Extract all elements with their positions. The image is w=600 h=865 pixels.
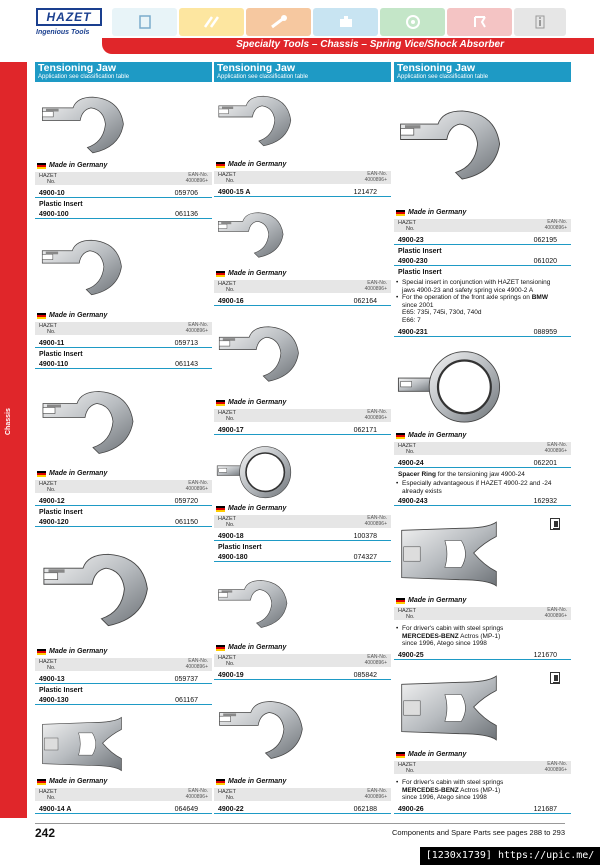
tensioning-jaw-4900-26-image — [394, 672, 504, 744]
german-flag-icon — [37, 649, 46, 655]
column-title: Tensioning Jaw — [217, 62, 295, 74]
table-row: 4900-19 085842 — [214, 671, 391, 680]
note-line: since 1996, Atego since 1998 — [402, 794, 487, 801]
made-in-germany: Made in Germany — [37, 162, 107, 169]
table-header: HAZET No. EAN-No. 4000896+ — [214, 409, 391, 422]
table-row: 4900-22 062188 — [214, 805, 391, 814]
item-notes — [394, 480, 564, 495]
note-line: MERCEDES-BENZ Actros (MP-1) — [402, 632, 501, 640]
table-row: 4900-23 062195 — [394, 236, 571, 245]
table-row: 4900-130 061167 — [35, 696, 212, 705]
logo-text: HAZET — [36, 8, 102, 26]
tensioning-jaw-4900-23-image — [394, 90, 504, 200]
column-header — [35, 62, 212, 82]
german-flag-icon — [37, 471, 46, 477]
note-line: • Special insert in conjunction with HAZET tensioning jaws 4900-23 and safety spring vice 4900-2 A — [402, 279, 564, 294]
made-in-germany: Made in Germany — [216, 644, 286, 651]
tensioning-jaw-4900-17-image — [214, 316, 302, 392]
column-title: Tensioning Jaw — [38, 62, 116, 74]
tensioning-jaw-4900-14a-image — [37, 714, 127, 774]
book-icon[interactable] — [112, 8, 177, 36]
german-flag-icon — [396, 752, 405, 758]
spacer-ring-note: Spacer Ring for the tensioning jaw 4900-24 — [398, 471, 525, 478]
german-flag-icon — [396, 598, 405, 604]
column-3 — [394, 62, 571, 818]
table-header: HAZET No. EAN-No. 4000896+ — [214, 654, 391, 667]
chapter-side-tab — [0, 62, 27, 818]
tensioning-jaw-4900-15a-image — [214, 90, 294, 152]
made-in-germany: Made in Germany — [396, 209, 466, 216]
made-in-germany: Made in Germany — [37, 648, 107, 655]
table-header: HAZET No. EAN-No. 4000896+ — [35, 788, 212, 801]
plastic-insert-label: Plastic Insert — [39, 201, 83, 208]
made-in-germany: Made in Germany — [396, 432, 466, 439]
page-footer — [35, 823, 565, 841]
table-header: HAZET No. EAN-No. 4000896+ — [394, 219, 571, 232]
plastic-insert-label: Plastic Insert — [39, 351, 83, 358]
note-line: E66: 7 — [402, 316, 421, 324]
made-in-germany: Made in Germany — [396, 597, 466, 604]
table-row: 4900-230 061020 — [394, 257, 571, 266]
column-header — [394, 62, 571, 82]
table-row: 4900-17 062171 — [214, 426, 391, 435]
german-flag-icon — [216, 271, 225, 277]
german-flag-icon — [396, 433, 405, 439]
table-row: 4900-10 059706 — [35, 189, 212, 198]
page-number: 242 — [35, 826, 56, 840]
table-header: HAZET No. EAN-No. 4000896+ — [394, 607, 571, 620]
info-icon[interactable] — [514, 8, 566, 36]
table-row: 4900-12 059720 — [35, 497, 212, 506]
plastic-insert-label: Plastic Insert — [39, 509, 83, 516]
table-header: HAZET No. EAN-No. 4000896+ — [35, 322, 212, 335]
tensioning-jaw-4900-16-image — [214, 206, 286, 264]
table-row: 4900-11 059713 — [35, 339, 212, 348]
table-row: 4900-18 100378 — [214, 532, 391, 541]
table-row: 4900-26 121687 — [394, 805, 571, 814]
table-header: HAZET No. EAN-No. 4000896+ — [214, 171, 391, 184]
table-row: 4900-243 162932 — [394, 497, 571, 506]
tensioning-jaw-4900-10-image — [37, 90, 127, 160]
german-flag-icon — [216, 506, 225, 512]
spring-vice-icon[interactable] — [447, 8, 512, 36]
column-subtitle: Application see classification table — [38, 74, 130, 80]
table-header: HAZET No. EAN-No. 4000896+ — [35, 480, 212, 493]
made-in-germany: Made in Germany — [216, 399, 286, 406]
table-row: 4900-100 061136 — [35, 210, 212, 219]
made-in-germany: Made in Germany — [216, 778, 286, 785]
plastic-insert-label: Plastic Insert — [398, 248, 442, 255]
table-header: HAZET No. EAN-No. 4000896+ — [394, 442, 571, 455]
column-header — [214, 62, 391, 82]
brake-icon[interactable] — [380, 8, 445, 36]
table-header: HAZET No. EAN-No. 4000896+ — [394, 761, 571, 774]
section-title-band — [102, 38, 594, 54]
table-header: HAZET No. EAN-No. 4000896+ — [35, 172, 212, 185]
german-flag-icon — [396, 210, 405, 216]
category-icon-strip — [112, 8, 566, 36]
table-row: 4900-13 059737 — [35, 675, 212, 684]
table-row: 4900-15 A 121472 — [214, 188, 391, 197]
german-flag-icon — [216, 645, 225, 651]
made-in-germany: Made in Germany — [37, 470, 107, 477]
table-row: 4900-25 121670 — [394, 651, 571, 660]
wrench-icon[interactable] — [246, 8, 311, 36]
tensioning-jaw-4900-13-image — [37, 540, 152, 640]
note-line: • For driver's cabin with steel springs — [402, 779, 564, 787]
column-subtitle: Application see classification table — [217, 74, 309, 80]
tensioning-jaw-4900-18-image — [214, 444, 294, 502]
truck-cabin-icon — [550, 672, 560, 684]
plastic-insert-label: Plastic Insert — [398, 269, 442, 276]
table-row: 4900-24 062201 — [394, 459, 571, 468]
table-row: 4900-14 A 064649 — [35, 805, 212, 814]
note-line: • For driver's cabin with steel springs — [402, 625, 564, 633]
table-header: HAZET No. EAN-No. 4000896+ — [214, 515, 391, 528]
item-notes — [394, 279, 564, 324]
column-title: Tensioning Jaw — [397, 62, 475, 74]
made-in-germany: Made in Germany — [396, 751, 466, 758]
section-title: Specialty Tools – Chassis – Spring Vice/Shock Absorber — [236, 39, 504, 50]
table-header: HAZET No. EAN-No. 4000896+ — [214, 280, 391, 293]
item-notes — [394, 625, 564, 648]
column-1 — [35, 62, 212, 818]
tensioning-jaw-4900-24-image — [394, 348, 504, 428]
table-header: HAZET No. EAN-No. 4000896+ — [214, 788, 391, 801]
german-flag-icon — [37, 779, 46, 785]
plastic-insert-label: Plastic Insert — [218, 544, 262, 551]
tensioning-jaw-4900-12-image — [37, 380, 137, 465]
german-flag-icon — [216, 400, 225, 406]
logo-tagline: Ingenious Tools — [36, 29, 90, 36]
table-row: 4900-231 088959 — [394, 328, 571, 337]
german-flag-icon — [216, 779, 225, 785]
made-in-germany: Made in Germany — [37, 778, 107, 785]
german-flag-icon — [216, 162, 225, 168]
note-line: • For the operation of the front axle springs on BMW since 2001 — [402, 294, 564, 309]
tensioning-jaw-4900-11-image — [37, 230, 125, 305]
table-row: 4900-180 074327 — [214, 553, 391, 562]
spare-parts-note: Components and Spare Parts see pages 288 to 293 — [391, 828, 565, 837]
tensioning-jaw-4900-19-image — [214, 570, 290, 638]
note-line: since 1996, Atego since 1998 — [402, 640, 487, 647]
column-2 — [214, 62, 391, 818]
note-line: E65: 735i, 745i, 730d, 740d — [402, 309, 482, 316]
made-in-germany: Made in Germany — [37, 312, 107, 319]
tools-icon[interactable] — [179, 8, 244, 36]
column-subtitle: Application see classification table — [397, 74, 489, 80]
tensioning-jaw-4900-22-image — [214, 690, 306, 770]
table-row: 4900-16 062164 — [214, 297, 391, 306]
engine-icon[interactable] — [313, 8, 378, 36]
table-row: 4900-120 061150 — [35, 518, 212, 527]
image-host-watermark: [1230x1739] https://upic.me/ — [420, 847, 600, 865]
made-in-germany: Made in Germany — [216, 161, 286, 168]
hazet-logo — [36, 8, 106, 42]
truck-cabin-icon — [550, 518, 560, 530]
table-header: HAZET No. EAN-No. 4000896+ — [35, 658, 212, 671]
note-line: • Especially advantageous if HAZET 4900-22 and -24 already exists — [402, 480, 564, 495]
tensioning-jaw-4900-25-image — [394, 518, 504, 590]
german-flag-icon — [37, 313, 46, 319]
made-in-germany: Made in Germany — [216, 270, 286, 277]
item-notes — [394, 779, 564, 802]
table-row: 4900-110 061143 — [35, 360, 212, 369]
german-flag-icon — [37, 163, 46, 169]
note-line: MERCEDES-BENZ Actros (MP-1) — [402, 786, 501, 794]
made-in-germany: Made in Germany — [216, 505, 286, 512]
chapter-label: Chassis — [5, 408, 12, 435]
plastic-insert-label: Plastic Insert — [39, 687, 83, 694]
